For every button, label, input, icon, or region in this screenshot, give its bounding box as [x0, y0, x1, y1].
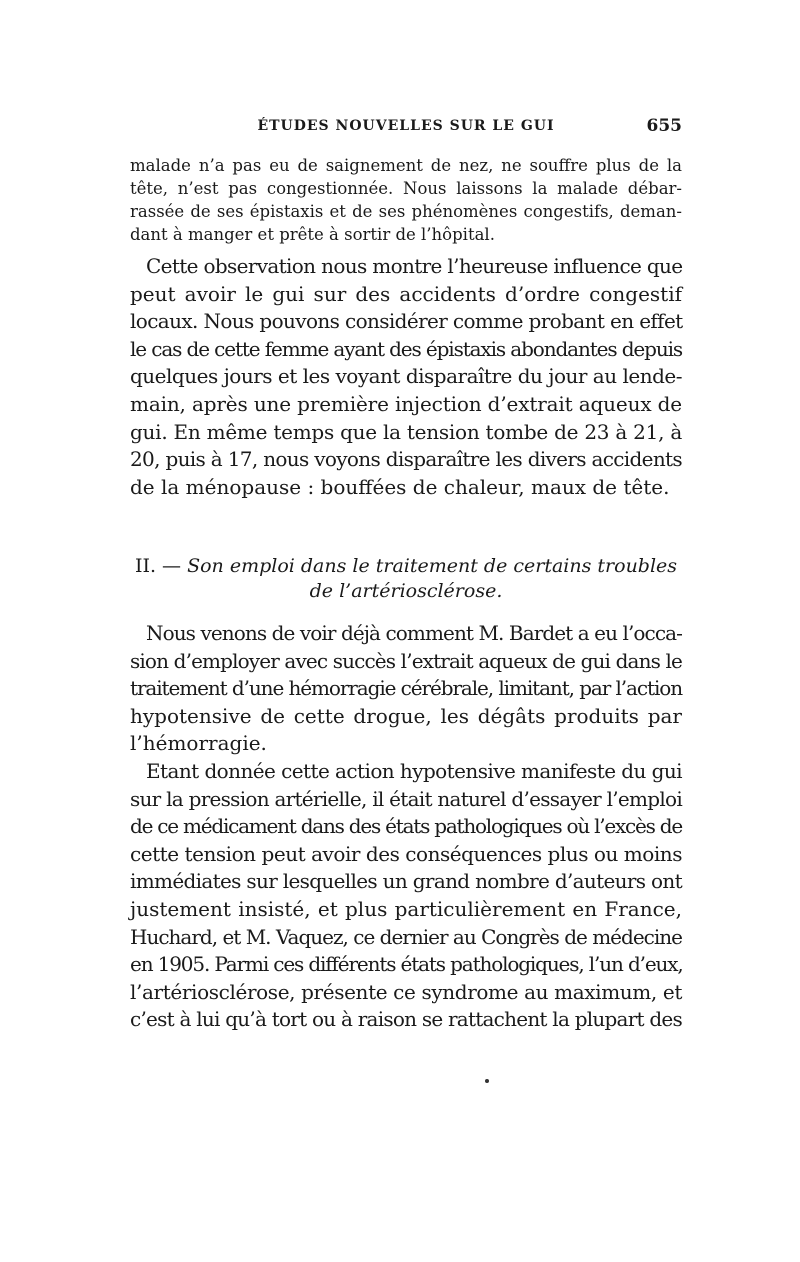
text-line: Nous venons de voir déjà comment M. Bardet a eu l’occa-	[146, 621, 682, 645]
section-title: Son emploi dans le traitement de certains troubles	[187, 555, 678, 577]
text-line: le cas de cette femme ayant des épistaxis abondantes depuis	[130, 336, 683, 361]
section-heading-line-2: de l’artériosclérose.	[309, 580, 503, 602]
text-line: malade n’a pas eu de saignement de nez, ne souffre plus de la	[130, 156, 682, 175]
page-header	[130, 118, 682, 142]
text-line: justement insisté, et plus particulièrement en France,	[130, 896, 682, 921]
text-line: 20, puis à 17, nous voyons disparaître les divers accidents	[130, 447, 682, 472]
text-line: de ce médicament dans des états pathologiques où l’excès de	[130, 814, 682, 839]
paragraph-bardet	[130, 620, 682, 758]
text-line: peut avoir le gui sur des accidents d’ordre congestif	[130, 281, 682, 306]
text-line: en 1905. Parmi ces différents états pathologiques, l’un d’eux,	[130, 952, 683, 977]
section-heading	[130, 554, 682, 604]
text-line: tête, n’est pas congestionnée. Nous laissons la malade débar-	[130, 179, 682, 198]
text-line: l’hémorragie.	[130, 731, 267, 756]
text-line: de la ménopause : bouffées de chaleur, maux de tête.	[130, 474, 670, 499]
running-head: ÉTUDES NOUVELLES SUR LE GUI	[257, 118, 555, 134]
paragraph-observation	[130, 253, 682, 501]
paragraph-continuation	[130, 154, 682, 246]
text-line: Huchard, et M. Vaquez, ce dernier au Congrès de médecine	[130, 924, 682, 949]
text-line: cette tension peut avoir des conséquences plus ou moins	[130, 841, 682, 866]
text-line: sion d’employer avec succès l’extrait aqueux de gui dans le	[130, 648, 682, 673]
ink-speck	[485, 1079, 489, 1083]
page-number: 655	[646, 116, 682, 136]
text-line: dant à manger et prête à sortir de l’hôpital.	[130, 225, 495, 244]
text-line: quelques jours et les voyant disparaître du jour au lende-	[130, 364, 682, 389]
text-line: Etant donnée cette action hypotensive manifeste du gui	[146, 759, 683, 783]
text-line: c’est à lui qu’à tort ou à raison se rattachent la plupart des	[130, 1007, 682, 1032]
text-line: gui. En même temps que la tension tombe de 23 à 21, à	[130, 419, 683, 444]
text-line: l’artériosclérose, présente ce syndrome au maximum, et	[130, 979, 682, 1004]
text-line: sur la pression artérielle, il était naturel d’essayer l’emploi	[130, 786, 682, 811]
section-numeral: II. —	[134, 555, 188, 577]
text-line: immédiates sur lesquelles un grand nombre d’auteurs ont	[130, 869, 682, 894]
text-line: locaux. Nous pouvons considérer comme probant en effet	[130, 309, 683, 334]
section-heading-line-1	[130, 554, 682, 579]
text-line: Cette observation nous montre l’heureuse influence que	[146, 254, 683, 278]
text-line: hypotensive de cette drogue, les dégâts produits par	[130, 703, 682, 728]
text-line: main, après une première injection d’extrait aqueux de	[130, 391, 682, 416]
text-line: traitement d’une hémorragie cérébrale, limitant, par l’action	[130, 676, 683, 701]
text-line: rassée de ses épistaxis et de ses phénomènes congestifs, deman-	[130, 202, 682, 221]
paragraph-arteriosclerosis	[130, 758, 682, 1034]
